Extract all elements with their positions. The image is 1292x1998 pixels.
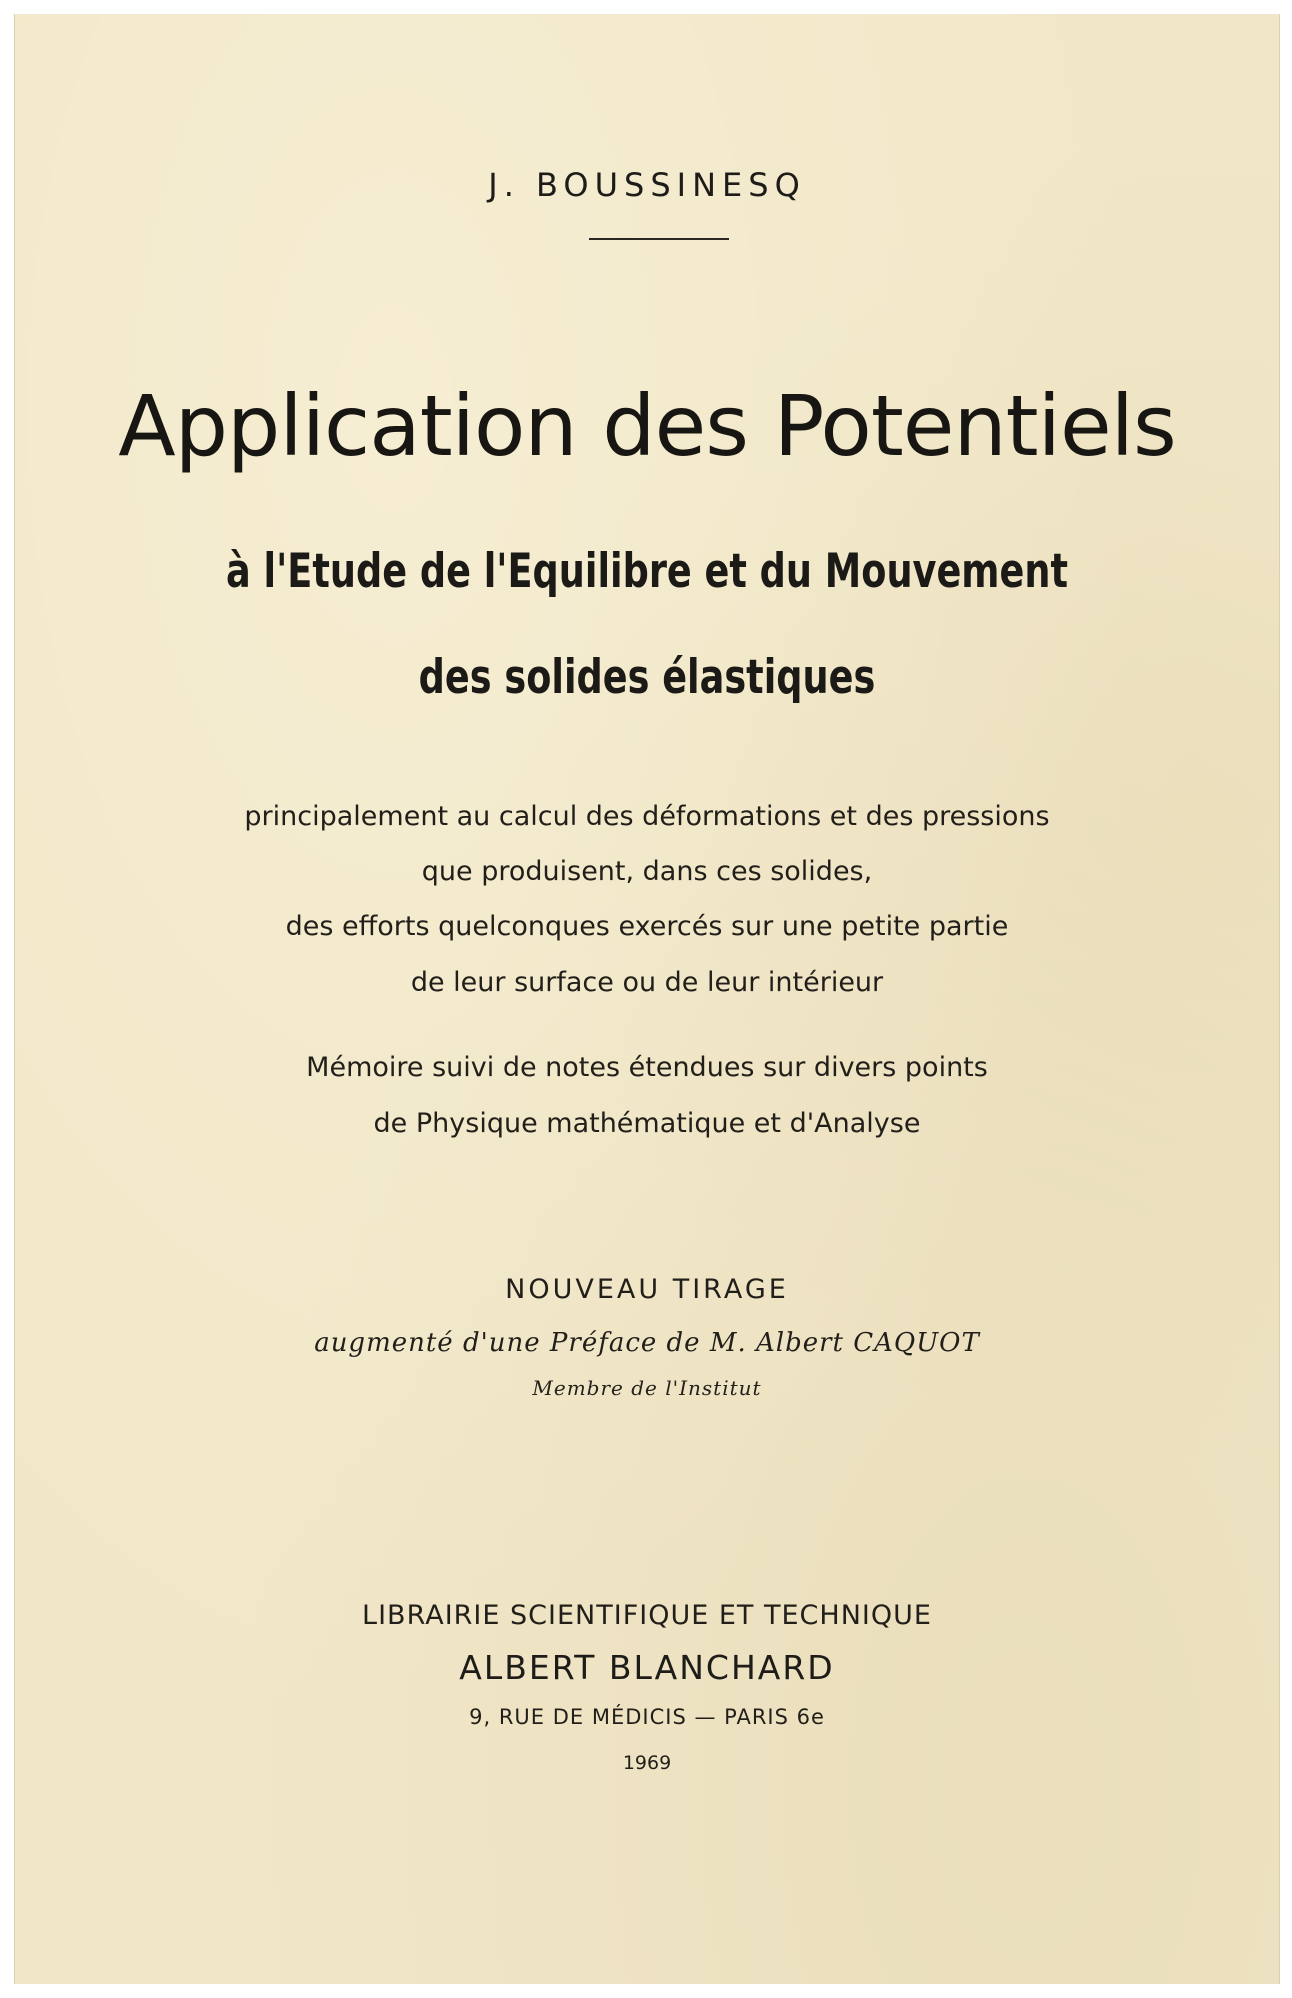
publisher-name: ALBERT BLANCHARD bbox=[459, 1648, 835, 1687]
edition-label: NOUVEAU TIRAGE bbox=[505, 1274, 789, 1305]
publication-year: 1969 bbox=[622, 1752, 672, 1774]
preface-note: augmenté d'une Préface de M. Albert CAQUOT bbox=[314, 1328, 980, 1358]
publisher-address: 9, RUE DE MÉDICIS — PARIS 6e bbox=[469, 1705, 825, 1729]
description-line: des efforts quelconques exercés sur une petite partie bbox=[285, 911, 1009, 942]
subtitle-line-2: des solides élastiques bbox=[418, 650, 876, 705]
subtitle-line-1: à l'Etude de l'Equilibre et du Mouvement bbox=[226, 544, 1068, 599]
preface-author-role: Membre de l'Institut bbox=[532, 1376, 762, 1400]
book-title: Application des Potentiels bbox=[118, 377, 1176, 475]
description-line: de leur surface ou de leur intérieur bbox=[410, 967, 884, 998]
description-line: que produisent, dans ces solides, bbox=[421, 856, 873, 887]
publisher-line: LIBRAIRIE SCIENTIFIQUE ET TECHNIQUE bbox=[362, 1600, 932, 1631]
title-page bbox=[14, 14, 1280, 1984]
memoire-line: de Physique mathématique et d'Analyse bbox=[373, 1108, 921, 1139]
author-name: J. BOUSSINESQ bbox=[488, 166, 806, 204]
memoire-line: Mémoire suivi de notes étendues sur divers points bbox=[306, 1052, 988, 1083]
author-divider bbox=[589, 238, 729, 240]
description-line: principalement au calcul des déformations et des pressions bbox=[244, 801, 1050, 832]
